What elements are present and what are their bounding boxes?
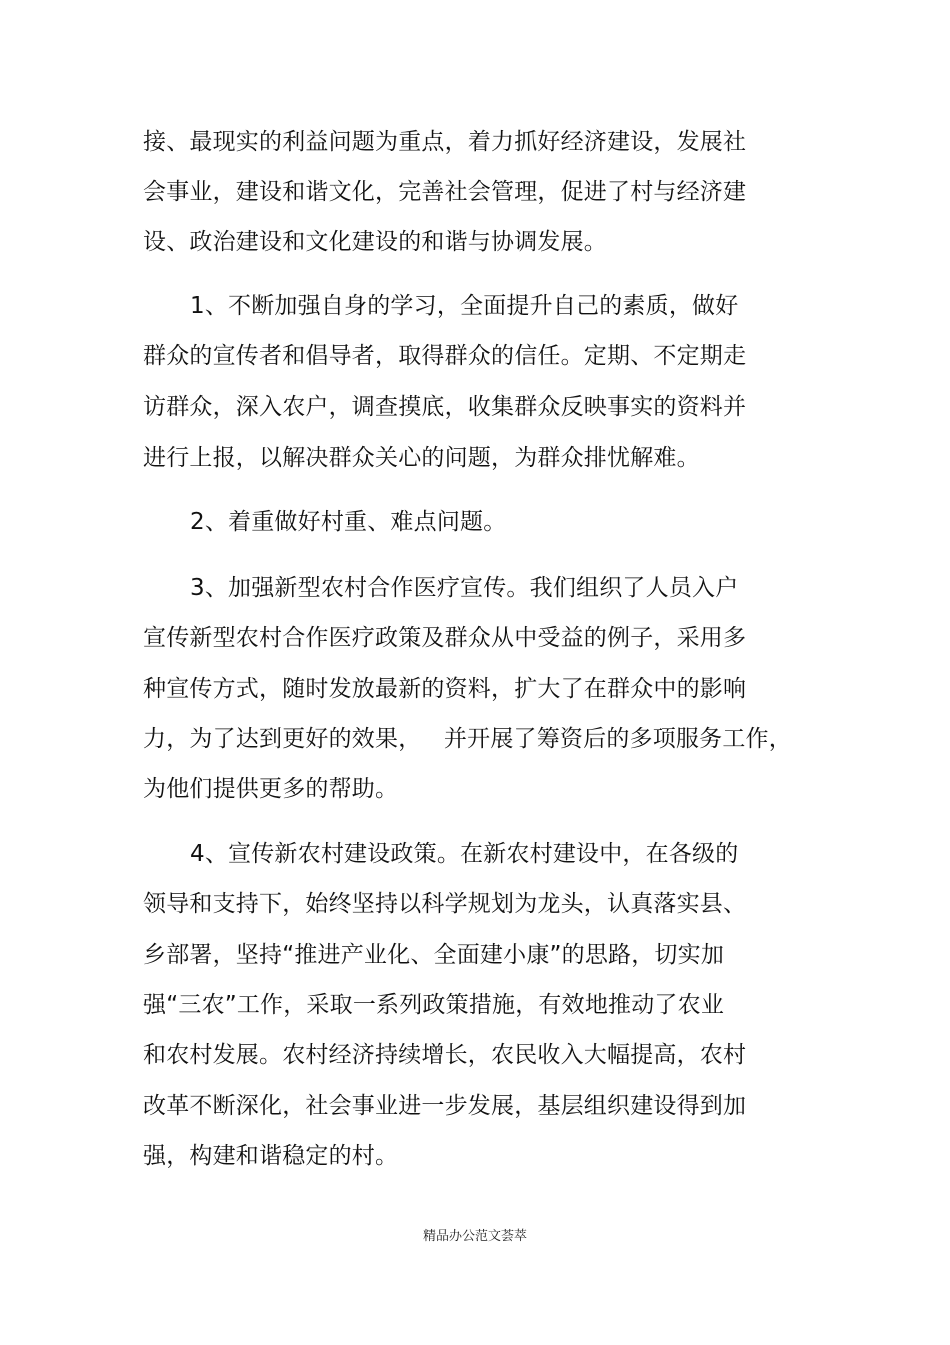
paragraph-4-line-1: 3、加强新型农村合作医疗宣传。我们组织了人员入户 bbox=[190, 575, 739, 601]
paragraph-5-line-2: 领导和支持下，始终坚持以科学规划为龙头，认真落实县、 bbox=[143, 891, 747, 917]
paragraph-5-line-3: 乡部署，坚持“推进产业化、全面建小康”的思路，切实加 bbox=[143, 942, 725, 968]
paragraph-4-line-2: 宣传新型农村合作医疗政策及群众从中受益的例子，采用多 bbox=[143, 625, 747, 651]
paragraph-1-line-2: 会事业，建设和谐文化，完善社会管理，促进了村与经济建 bbox=[143, 179, 747, 205]
paragraph-3-line-1: 2、着重做好村重、难点问题。 bbox=[190, 509, 507, 535]
paragraph-1-line-3: 设、政治建设和文化建设的和谐与协调发展。 bbox=[143, 229, 607, 255]
paragraph-2-line-2: 群众的宣传者和倡导者，取得群众的信任。定期、不定期走 bbox=[143, 343, 747, 369]
paragraph-4-line-4: 力，为了达到更好的效果， 并开展了筹资后的多项服务工作， bbox=[143, 726, 792, 752]
paragraph-2-line-1: 1、不断加强自身的学习，全面提升自己的素质，做好 bbox=[190, 293, 739, 319]
paragraph-2-line-3: 访群众，深入农户，调查摸底，收集群众反映事实的资料并 bbox=[143, 394, 747, 420]
paragraph-5-line-7: 强，构建和谐稳定的村。 bbox=[143, 1143, 399, 1169]
paragraph-4-line-3: 种宣传方式，随时发放最新的资料，扩大了在群众中的影响 bbox=[143, 676, 747, 702]
paragraph-5-line-1: 4、宣传新农村建设政策。在新农村建设中，在各级的 bbox=[190, 841, 739, 867]
paragraph-4-line-5: 为他们提供更多的帮助。 bbox=[143, 776, 399, 802]
paragraph-2-line-4: 进行上报，以解决群众关心的问题，为群众排忧解难。 bbox=[143, 445, 700, 471]
paragraph-5-line-4: 强“三农”工作，采取一系列政策措施，有效地推动了农业 bbox=[143, 992, 725, 1018]
paragraph-5-line-6: 改革不断深化，社会事业进一步发展，基层组织建设得到加 bbox=[143, 1093, 747, 1119]
paragraph-5-line-5: 和农村发展。农村经济持续增长，农民收入大幅提高，农村 bbox=[143, 1042, 747, 1068]
paragraph-1-line-1: 接、最现实的利益问题为重点，着力抓好经济建设，发展社 bbox=[143, 129, 747, 155]
page-footer: 精品办公范文荟萃 bbox=[422, 1229, 527, 1244]
